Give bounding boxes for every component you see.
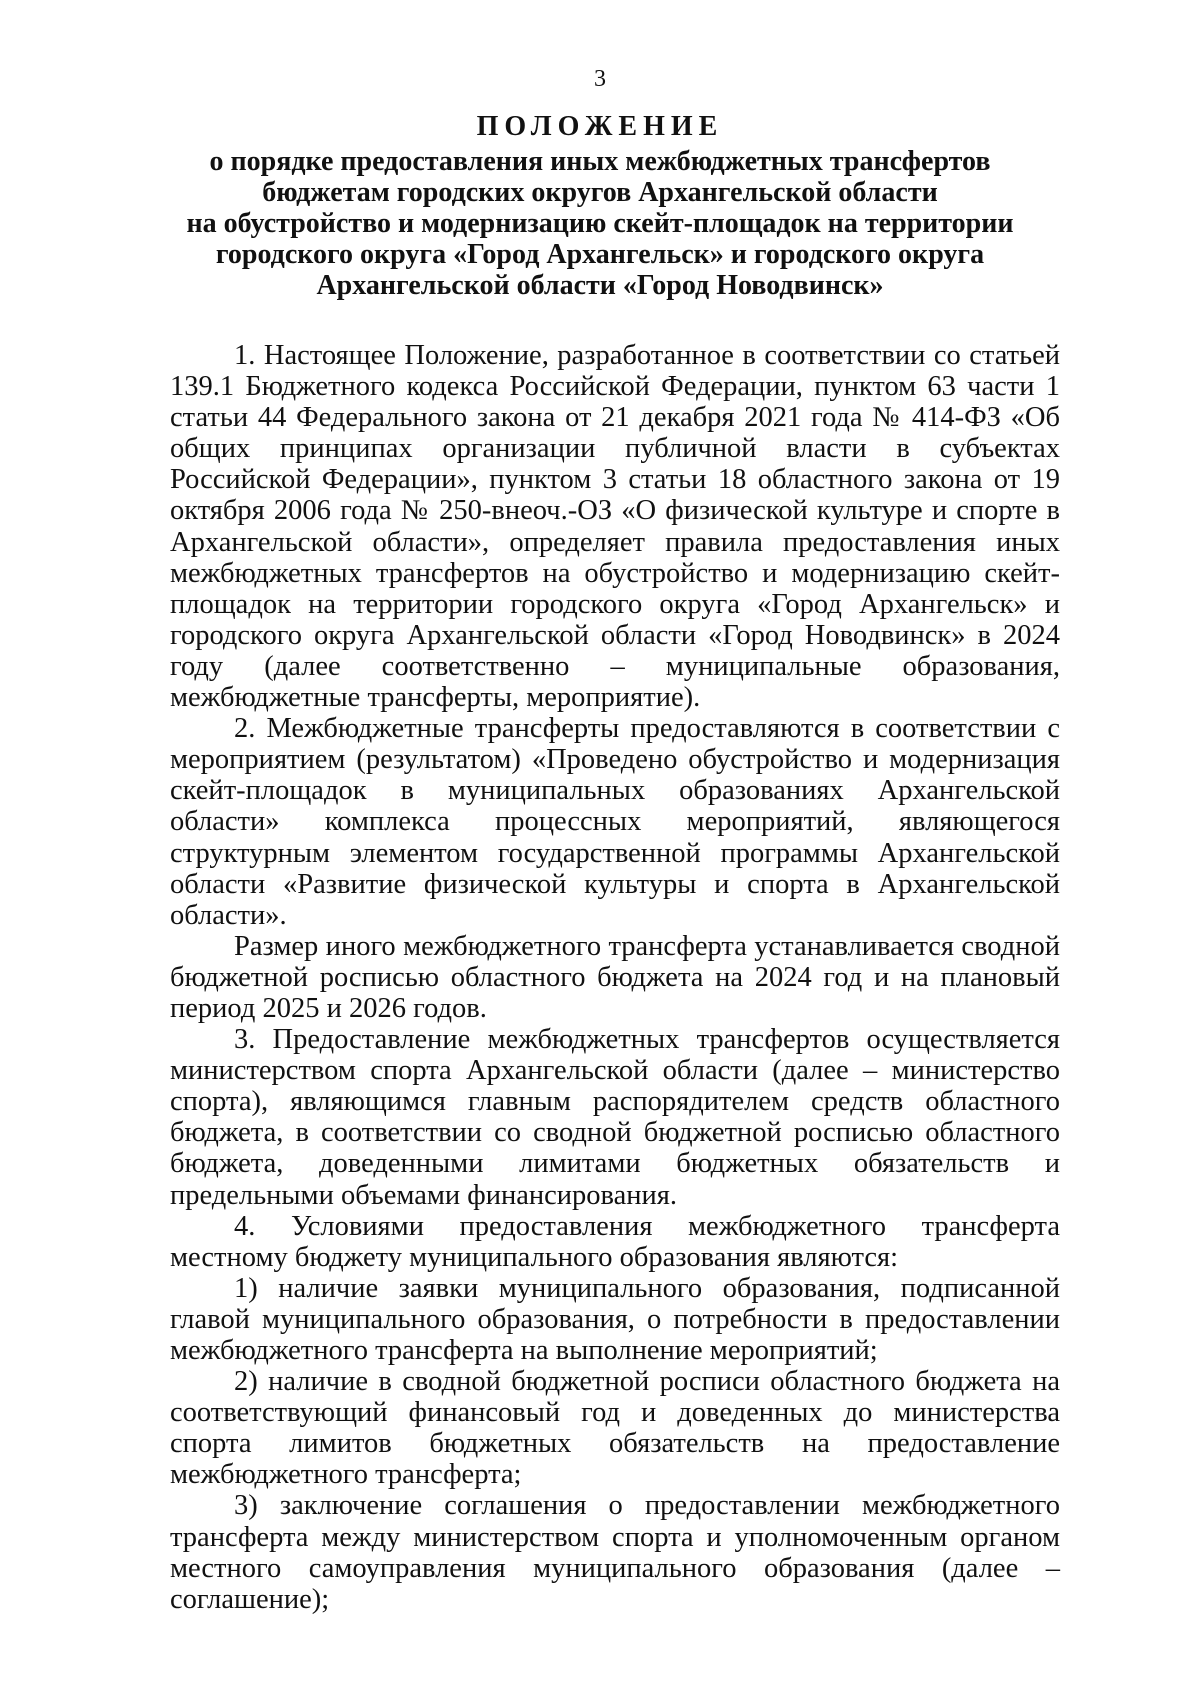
paragraph-4: 4. Условиями предоставления межбюджетного трансферта местному бюджету муниципального образования являются: [170, 1210, 1060, 1273]
paragraph-1: 1. Настоящее Положение, разработанное в соответствии со статьей 139.1 Бюджетного кодекса Российской Федерации, пунктом 63 части 1 статьи 44 Федерального закона от 21 декабря 2021 года № 414-ФЗ «Об общих принципах организации публичной власти в субъектах Российской Федерации», пунктом 3 статьи 18 областного закона от 19 октября 2006 года № 250-внеоч.-ОЗ «О физической культуре и спорте в Архангельской области», определяет правила предоставления иных межбюджетных трансфертов на обустройство и модернизацию скейт-площадок на территории городского округа «Город Архангельск» и городского округа Архангельской области «Город Новодвинск» в 2024 году (далее соответственно – муниципальные образования, межбюджетные трансферты, мероприятие). [170, 340, 1060, 714]
document-heading [170, 110, 1030, 301]
page-number: 3 [594, 66, 606, 92]
heading-line: бюджетам городских округов Архангельской области [262, 177, 938, 208]
condition-item-3: 3) заключение соглашения о предоставлении межбюджетного трансферта между министерством спорта и уполномоченным органом местного самоуправления муниципального образования (далее – соглашение); [170, 1490, 1060, 1615]
condition-item-1: 1) наличие заявки муниципального образования, подписанной главой муниципального образования, о потребности в предоставлении межбюджетного трансферта на выполнение мероприятий; [170, 1272, 1060, 1366]
heading-line: городского округа «Город Архангельск» и городского округа [215, 239, 985, 270]
paragraph-transfer-size: Размер иного межбюджетного трансферта устанавливается сводной бюджетной росписью областного бюджета на 2024 год и на плановый период 2025 и 2026 годов. [170, 930, 1060, 1024]
paragraph-3: 3. Предоставление межбюджетных трансфертов осуществляется министерством спорта Архангельской области (далее – министерство спорта), являющимся главным распорядителем средств областного бюджета, в соответствии со сводной бюджетной росписью областного бюджета, доведенными лимитами бюджетных обязательств и предельными объемами финансирования. [170, 1024, 1060, 1211]
heading-line: Архангельской области «Город Новодвинск» [316, 270, 884, 301]
document-body [170, 340, 1060, 1615]
document-title: ПОЛОЖЕНИЕ [476, 111, 724, 142]
paragraph-2: 2. Межбюджетные трансферты предоставляются в соответствии с мероприятием (результатом) «Проведено обустройство и модернизация скейт-площадок в муниципальных образованиях Архангельской области» комплекса процессных мероприятий, являющегося структурным элементом государственной программы Архангельской области «Развитие физической культуры и спорта в Архангельской области». [170, 713, 1060, 931]
condition-item-2: 2) наличие в сводной бюджетной росписи областного бюджета на соответствующий финансовый год и доведенных до министерства спорта лимитов бюджетных обязательств на предоставление межбюджетного трансферта; [170, 1366, 1060, 1491]
heading-line: на обустройство и модернизацию скейт-площадок на территории [186, 208, 1014, 239]
heading-line: о порядке предоставления иных межбюджетных трансфертов [209, 146, 991, 177]
